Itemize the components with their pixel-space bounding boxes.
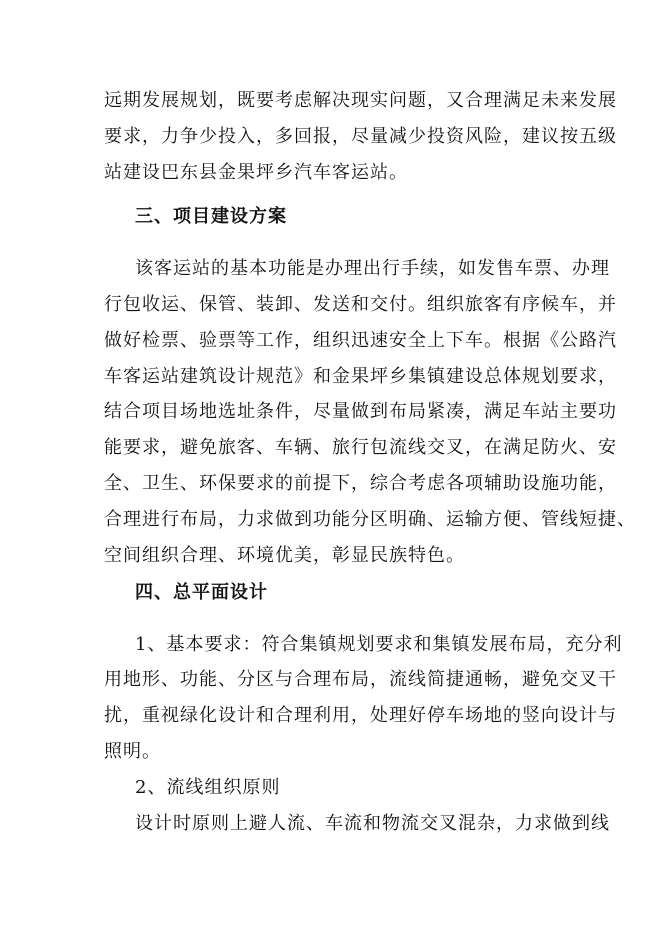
section-4-item-2-line-1: 设计时原则上避人流、车流和物流交叉混杂，力求做到线 — [135, 813, 610, 834]
section-3-line-7: 全、卫生、环保要求的前提下，综合考虑各项辅助设施功能， — [104, 473, 617, 494]
section-3-line-6: 能要求，避免旅客、车辆、旅行包流线交叉，在满足防火、安 — [104, 437, 617, 458]
section-4-item-1-line-2: 用地形、功能、分区与合理布局，流线简捷通畅，避免交叉干 — [104, 669, 617, 690]
section-3-line-4: 车客运站建筑设计规范》和金果坪乡集镇建设总体规划要求， — [104, 366, 617, 387]
intro-line-3: 站建设巴东县金果坪乡汽车客运站。 — [104, 162, 408, 183]
section-3-heading: 三、项目建设方案 — [135, 206, 287, 227]
section-3-line-5: 结合项目场地选址条件，尽量做到布局紧凑，满足车站主要功 — [104, 401, 617, 422]
section-4-item-1-line-4: 照明。 — [104, 741, 161, 762]
intro-line-1: 远期发展规划，既要考虑解决现实问题，又合理满足未来发展 — [104, 90, 617, 111]
section-4-item-1-line-1: 1、基本要求：符合集镇规划要求和集镇发展布局，充分利 — [135, 634, 623, 655]
section-3-line-3: 做好检票、验票等工作，组织迅速安全上下车。根据《公路汽 — [104, 330, 617, 351]
section-4-heading: 四、总平面设计 — [135, 582, 268, 603]
section-3-line-8: 合理进行布局，力求做到功能分区明确、运输方便、管线短捷、 — [104, 509, 636, 530]
section-4-item-2-title: 2、流线组织原则 — [135, 777, 281, 798]
section-3-line-1: 该客运站的基本功能是办理出行手续，如发售车票、办理 — [135, 258, 610, 279]
intro-line-2: 要求，力争少投入，多回报，尽量减少投资风险，建议按五级 — [104, 126, 617, 147]
section-3-line-2: 行包收运、保管、装卸、发送和交付。组织旅客有序候车，并 — [104, 294, 617, 315]
section-4-item-1-line-3: 扰，重视绿化设计和合理利用，处理好停车场地的竖向设计与 — [104, 705, 617, 726]
section-3-line-9: 空间组织合理、环境优美，彰显民族特色。 — [104, 545, 465, 566]
